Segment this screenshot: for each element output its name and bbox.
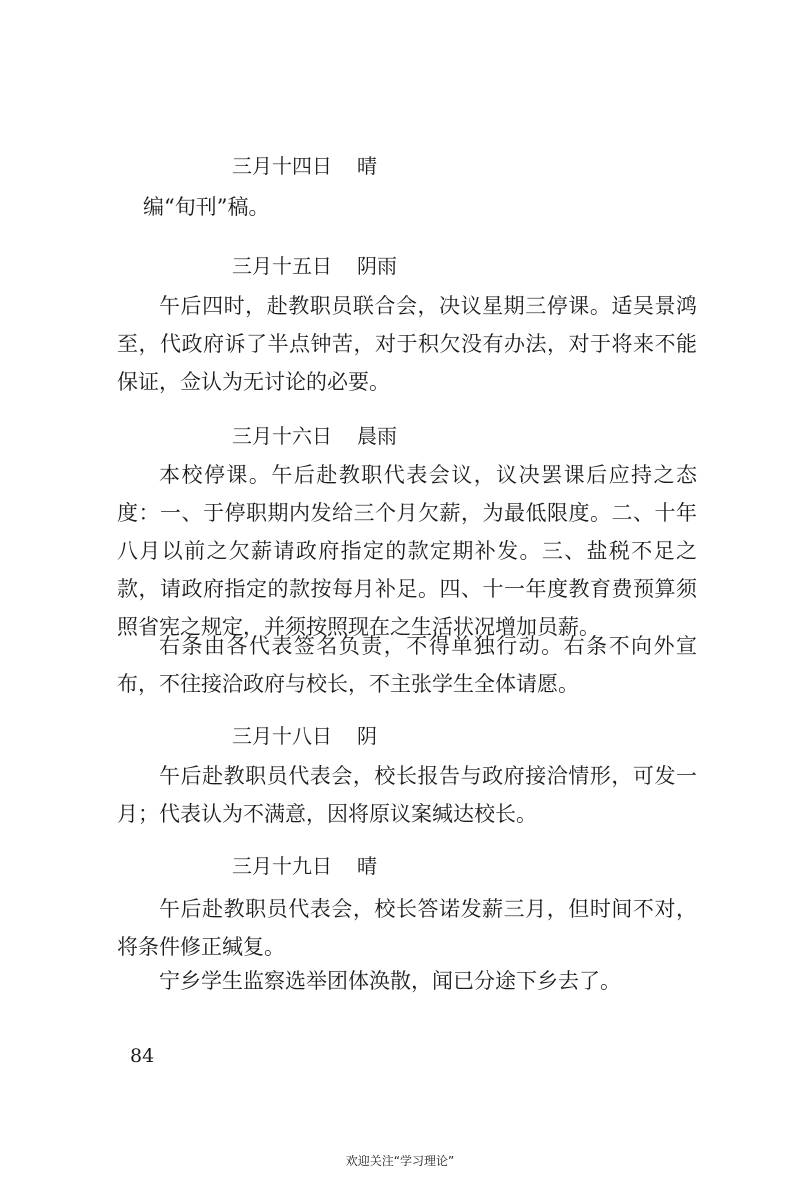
entry-paragraph: 午后四时，赴教职员联合会，决议星期三停课。适吴景鸿至，代政府诉了半点钟苦，对于积欠没有办法，对于将来不能保证，佥认为无讨论的必要。 — [117, 294, 697, 394]
entry-date: 三月十四日 — [232, 154, 332, 178]
entry-heading — [232, 420, 397, 449]
entry-weather: 晴 — [357, 854, 377, 878]
entry-paragraph: 编“旬刊”稿。 — [143, 195, 270, 219]
entry-paragraph: 午后赴教职员代表会，校长答诺发薪三月，但时间不对，将条件修正缄复。 — [117, 897, 697, 959]
entry-heading — [232, 250, 397, 279]
entry-date: 三月十六日 — [232, 424, 332, 448]
entry-date: 三月十八日 — [232, 724, 332, 748]
entry-date: 三月十九日 — [232, 854, 332, 878]
entry-heading — [232, 720, 377, 749]
entry-paragraph: 午后赴教职员代表会，校长报告与政府接洽情形，可发一月；代表认为不满意，因将原议案缄达校长。 — [117, 764, 697, 826]
entry-weather: 阴 — [357, 724, 377, 748]
footer-note: 欢迎关注“学习理论” — [345, 1154, 455, 1168]
page-number: 84 — [130, 1045, 155, 1067]
entry-date: 三月十五日 — [232, 254, 332, 278]
entry-paragraph: 本校停课。午后赴教职代表会议，议决罢课后应持之态度：一、于停职期内发给三个月欠薪，为最低限度。二、十年八月以前之欠薪请政府指定的款定期补发。三、盐税不足之款，请政府指定的款按每月补足。四、十一年度教育费预算须照省宪之规定，并须按照现在之生活状况增加员薪。 — [117, 463, 697, 639]
entry-weather: 晨雨 — [357, 424, 397, 448]
entry-paragraph: 宁乡学生监察选举团体涣散，闻已分途下乡去了。 — [159, 969, 621, 993]
entry-paragraph: 右条由各代表签名负责，不得单独行动。右条不向外宣布，不往接洽政府与校长，不主张学生全体请愿。 — [117, 634, 697, 696]
entry-heading — [232, 150, 377, 179]
entry-weather: 阴雨 — [357, 254, 397, 278]
entry-heading — [232, 850, 377, 879]
entry-weather: 晴 — [357, 154, 377, 178]
